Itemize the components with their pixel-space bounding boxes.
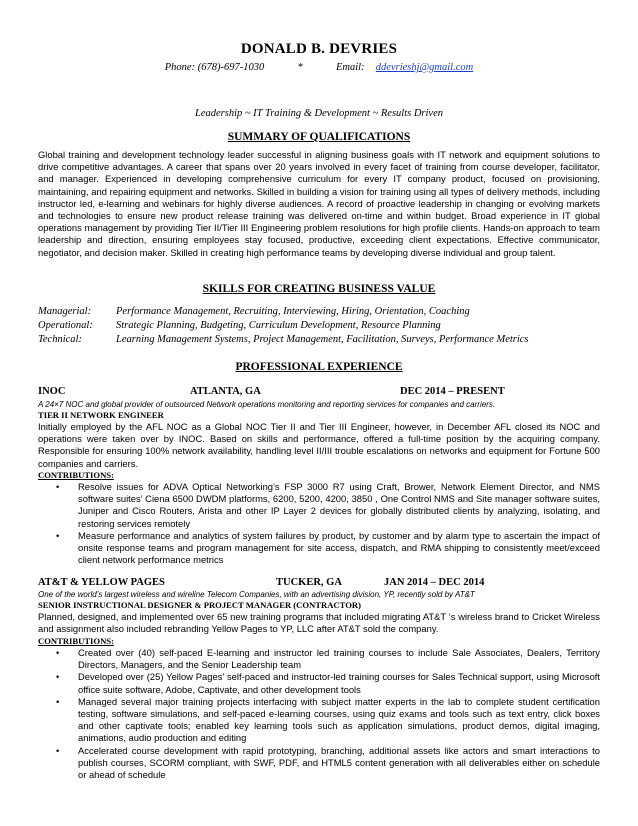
summary-text: Global training and development technology leader successful in aligning business goals with IT network and equipment solutions to drive competitive advantages. A career that spans over 20 years involved in every facet of training from course developer, facilitator, and manager. Experienced in developing comprehensive curriculum for every IT company product, focused on provisioning, maintaining, and repairing equipment and networks. Skilled in building a vision for training using all types of delivery methods, including instructor led, e-learning and webinars for highly diverse audiences. A record of proactive leadership in changing or evolving markets and technologies to ensure new product release training was delivered on-time and within budget. Broad experience in IT global operations management by providing Tier II/Tier III Engineering problem resolutions for high profile clients. Hands-on approach to team leadership and direction, ensuring employees stay focused, productive, exceeding client expectations. Effective communicator, negotiator, and decision maker. Skilled in creating high performance teams by developing diverse individual and group talent.	[38, 149, 600, 258]
experience-heading: PROFESSIONAL EXPERIENCE	[235, 361, 403, 373]
summary-heading: SUMMARY OF QUALIFICATIONS	[227, 131, 411, 143]
job-location: ATLANTA, GA	[190, 386, 261, 397]
job-company: INOC	[38, 386, 66, 397]
email-link[interactable]: ddevrieshj@gmail.com	[375, 62, 474, 73]
skill-label: Technical:	[38, 334, 82, 345]
email-label: Email:	[335, 62, 365, 73]
list-item: • Resolve issues for ADVA Optical Networking’s FSP 3000 R7 using Craft, Brower, Network Element Director, and NMS software suites’ Ciena 6500 DWDM platforms, 6200, 5200, 4200, 3850 , One Control NMS and Site manager software suites, Juniper and Cisco Routers, Arista and other IP Layer 2 devices for globally distributed clients by analyzing, isolating, and restoring services remotely	[56, 481, 600, 529]
skill-value: Performance Management, Recruiting, Interviewing, Hiring, Orientation, Coaching	[116, 306, 470, 317]
skill-value: Learning Management Systems, Project Management, Facilitation, Surveys, Performance Metrics	[116, 334, 529, 345]
list-item: • Accelerated course development with rapid prototyping, branching, additional assets like actors and smart interactions to publish courses, SCORM compliant, with SWF, PDF, and HTML5 content generation with all deliverables either on schedule or ahead of schedule	[56, 744, 600, 781]
job-header-att	[38, 577, 598, 591]
skill-label: Managerial:	[38, 306, 92, 317]
job-company: AT&T & YELLOW PAGES	[38, 577, 165, 588]
job-location: TUCKER, GA	[276, 577, 342, 588]
skills-heading: SKILLS FOR CREATING BUSINESS VALUE	[202, 283, 436, 295]
job-title: SENIOR INSTRUCTIONAL DESIGNER & PROJECT MANAGER (CONTRACTOR)	[38, 600, 361, 610]
job-dates: DEC 2014 – PRESENT	[400, 386, 505, 397]
contributions-label: CONTRIBUTIONS:	[38, 636, 114, 646]
phone: Phone: (678)-697-1030	[164, 62, 265, 73]
job-dates: JAN 2014 – DEC 2014	[384, 577, 485, 588]
job-header-inoc	[38, 386, 598, 400]
job-summary: Planned, designed, and implemented over 65 new training programs that included migrating AT&T ‘s wireless brand to Cricket Wireless and assignment also included rebranding Yellow Pages to YP, LLC after AT&T sold the company.	[38, 611, 600, 635]
list-item: • Measure performance and analytics of system failures by product, by customer and by alarm type to ascertain the impact of onsite response teams and program management for site access, dispatch, and RMA shipping to consistently meet/exceed client network performance metrics	[56, 529, 600, 566]
job-summary: Initially employed by the AFL NOC as a Global NOC Tier II and Tier III Engineer, however, in December AFL closed its NOC and operations were taken over by INOC. Based on skills and performance, offered a full-time position by the acquiring company. Responsible for ensuring 100% network availability, handling level II/III trouble escalations on networks and equipment for Fortune 500 companies and carriers.	[38, 421, 600, 469]
list-item: • Managed several major training projects interfacing with subject matter experts in the lab to complete student certification testing, software simulations, and self-paced e-learning courses, using quiz exams and tools such as text entry, click boxes and other captivate tools; enabled key learning tools such as application simulations, product demos, digital imaging, animations, audio production and editing	[56, 695, 600, 744]
separator: *	[297, 62, 303, 73]
skill-label: Operational:	[38, 320, 93, 331]
job-description: A 24×7 NOC and global provider of outsourced Network operations monitoring and reporting services for companies and carriers.	[38, 400, 496, 409]
contact-line	[0, 62, 638, 73]
list-item: • Developed over (25) Yellow Pages’ self-paced and instructor-led training courses for Sales Technical support, using Microsoft office suite software, Adobe, Captivate, and other development tools	[56, 671, 600, 695]
job-title: TIER II NETWORK ENGINEER	[38, 410, 164, 420]
contributions-list	[38, 481, 600, 566]
candidate-name: DONALD B. DEVRIES	[240, 41, 398, 57]
contributions-label: CONTRIBUTIONS:	[38, 470, 114, 480]
skill-value: Strategic Planning, Budgeting, Curriculum Development, Resource Planning	[116, 320, 441, 331]
tagline: Leadership ~ IT Training & Development ~ Results Driven	[195, 108, 443, 119]
contributions-list	[38, 647, 600, 781]
job-description: One of the world’s largest wireless and wireline Telecom Companies, with an advertising division, YP, recently sold by AT&T	[38, 590, 475, 599]
list-item: • Created over (40) self-paced E-learning and instructor led training courses to include Sale Associates, Dealers, Territory Directors, Managers, and the Senior Leadership team	[56, 647, 600, 671]
